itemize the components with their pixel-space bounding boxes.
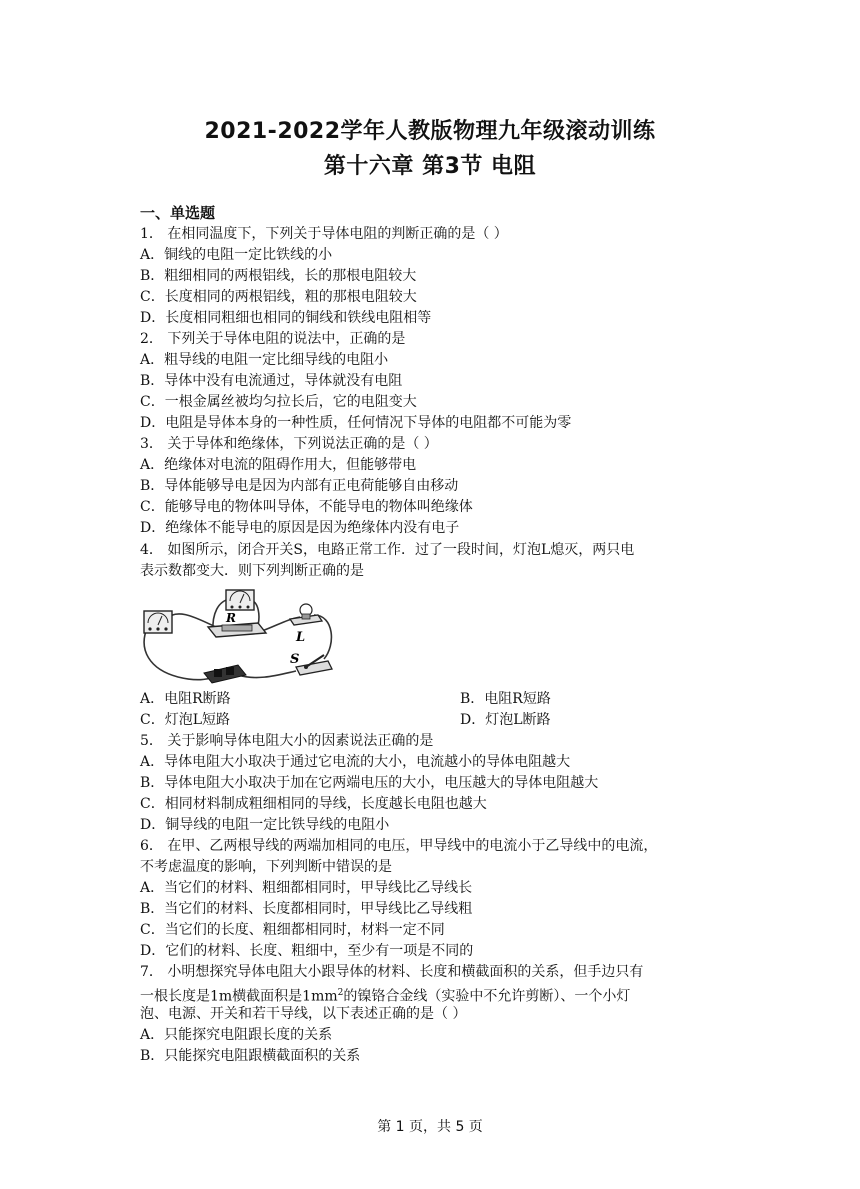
question-7-stem-line-2-part-a: 一根长度是1m横截面积是1mm bbox=[140, 988, 338, 1005]
question-2-option-d: D．电阻是导体本身的一种性质，任何情况下导体的电阻都不可能为零 bbox=[140, 415, 572, 431]
superscript-exponent: 2 bbox=[337, 988, 344, 998]
document-subtitle: 第十六章 第3节 电阻 bbox=[323, 154, 537, 179]
question-3-stem: 3． 关于导体和绝缘体，下列说法正确的是（ ） bbox=[140, 436, 438, 452]
question-4-option-d: D．灯泡L断路 bbox=[460, 712, 551, 728]
question-7-option-a: A．只能探究电阻跟长度的关系 bbox=[140, 1027, 333, 1043]
question-4-option-c: C．灯泡L短路 bbox=[140, 712, 231, 728]
document-title: 2021-2022学年人教版物理九年级滚动训练 bbox=[204, 119, 656, 144]
question-4-option-a: A．电阻R断路 bbox=[140, 691, 231, 707]
question-5-option-b: B．导体电阻大小取决于加在它两端电压的大小，电压越大的导体电阻越大 bbox=[140, 775, 599, 791]
question-3-option-b: B．导体能够导电是因为内部有正电荷能够自由移动 bbox=[140, 478, 459, 494]
section-heading: 一、单选题 bbox=[140, 204, 216, 222]
question-7-stem-line-3: 泡、电源、开关和若干导线，以下表述正确的是（ ） bbox=[140, 1006, 467, 1022]
question-1-option-c: C．长度相同的两根铝线，粗的那根电阻较大 bbox=[140, 289, 417, 305]
question-1-option-b: B．粗细相同的两根铝线，长的那根电阻较大 bbox=[140, 268, 417, 284]
figure-label-l: L bbox=[296, 630, 306, 645]
figure-label-r: R bbox=[226, 611, 236, 625]
figure-label-s: S bbox=[290, 652, 300, 667]
question-3-option-c: C．能够导电的物体叫导体，不能导电的物体叫绝缘体 bbox=[140, 499, 473, 515]
question-2-option-c: C．一根金属丝被均匀拉长后，它的电阻变大 bbox=[140, 394, 417, 410]
question-4-option-b: B．电阻R短路 bbox=[460, 691, 551, 707]
question-7-stem-line-2-part-b: 的镍铬合金线（实验中不允许剪断）、一个小灯 bbox=[343, 988, 631, 1005]
question-5-option-c: C．相同材料制成粗细相同的导线，长度越长电阻也越大 bbox=[140, 796, 487, 812]
question-2-stem: 2． 下列关于导体电阻的说法中，正确的是 bbox=[140, 331, 406, 347]
question-3-option-a: A．绝缘体对电流的阻碍作用大，但能够带电 bbox=[140, 457, 417, 473]
question-2-option-a: A．粗导线的电阻一定比细导线的电阻小 bbox=[140, 352, 389, 368]
question-4-stem-line-1: 4． 如图所示，闭合开关S，电路正常工作．过了一段时间，灯泡L熄灭，两只电 bbox=[140, 542, 635, 558]
question-6-stem-line-1: 6． 在甲、乙两根导线的两端加相同的电压，甲导线中的电流小于乙导线中的电流， bbox=[140, 838, 658, 854]
question-6-option-b: B．当它们的材料、长度都相同时，甲导线比乙导线粗 bbox=[140, 901, 473, 917]
question-5-stem: 5． 关于影响导体电阻大小的因素说法正确的是 bbox=[140, 733, 434, 749]
question-6-stem-line-2: 不考虑温度的影响，下列判断中错误的是 bbox=[140, 859, 392, 875]
question-1-option-a: A．铜线的电阻一定比铁线的小 bbox=[140, 247, 333, 263]
question-5-option-d: D．铜导线的电阻一定比铁导线的电阻小 bbox=[140, 817, 390, 833]
question-6-option-a: A．当它们的材料、粗细都相同时，甲导线比乙导线长 bbox=[140, 880, 473, 896]
question-3-option-d: D．绝缘体不能导电的原因是因为绝缘体内没有电子 bbox=[140, 520, 460, 536]
ammeter-top-icon bbox=[226, 590, 254, 610]
switch-icon bbox=[296, 655, 332, 675]
voltmeter-left-icon bbox=[144, 611, 172, 633]
question-6-option-d: D．它们的材料、长度、粗细中，至少有一项是不同的 bbox=[140, 943, 474, 959]
question-4-stem-line-2: 表示数都变大．则下列判断正确的是 bbox=[140, 563, 364, 579]
question-7-stem-line-1: 7． 小明想探究导体电阻大小跟导体的材料、长度和横截面积的关系，但手边只有 bbox=[140, 964, 644, 980]
question-6-option-c: C．当它们的长度、粗细都相同时，材料一定不同 bbox=[140, 922, 445, 938]
page-footer: 第 1 页，共 5 页 bbox=[377, 1119, 483, 1135]
battery-icon bbox=[204, 665, 246, 683]
circuit-figure bbox=[138, 589, 338, 685]
question-2-option-b: B．导体中没有电流通过，导体就没有电阻 bbox=[140, 373, 403, 389]
lamp-icon bbox=[290, 604, 322, 625]
question-5-option-a: A．导体电阻大小取决于通过它电流的大小，电流越小的导体电阻越大 bbox=[140, 754, 571, 770]
question-1-stem: 1． 在相同温度下，下列关于导体电阻的判断正确的是（ ） bbox=[140, 226, 508, 242]
resistor-icon bbox=[208, 623, 266, 637]
question-1-option-d: D．长度相同粗细也相同的铜线和铁线电阻相等 bbox=[140, 310, 432, 326]
question-7-option-b: B．只能探究电阻跟横截面积的关系 bbox=[140, 1048, 361, 1064]
